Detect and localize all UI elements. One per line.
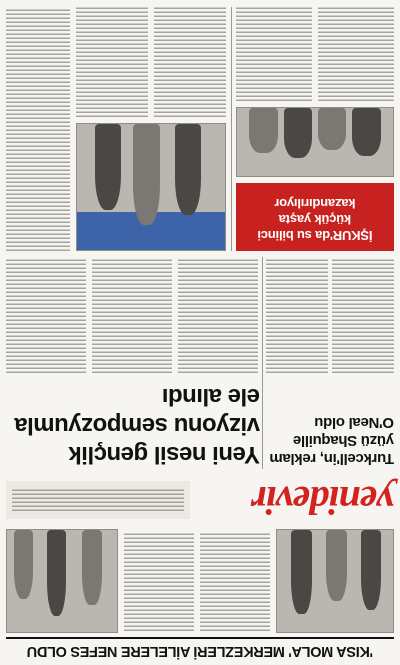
bottom-story-headline: İŞKUR'da su bilinci küçük yaşta kazandırılıyor: [257, 196, 373, 243]
top-story-photo-left: [276, 529, 394, 633]
column-rule-2: [231, 7, 232, 251]
top-story-body-col-1: [200, 531, 270, 631]
top-story-body-col-2: [124, 531, 194, 631]
side-story-body-col-1: [332, 259, 394, 373]
masthead-info-lines: [12, 489, 184, 511]
main-story-headline: Yeni nesil gençlik vizyonu sempozyumla ele alındı: [14, 383, 260, 468]
main-story-body-col-1: [178, 259, 258, 373]
top-rule: [6, 637, 394, 639]
main-story-photo: [76, 123, 226, 251]
masthead-info-strip: [6, 481, 190, 519]
main-story-body-col-4: [6, 7, 70, 251]
column-rule-1: [262, 257, 263, 469]
bottom-story-photo: [236, 107, 394, 177]
main-story-body-col-6: [76, 7, 148, 117]
main-story-body-col-3: [6, 259, 86, 373]
bottom-story-body-col-1: [318, 7, 394, 101]
main-story-body-col-5: [154, 7, 226, 117]
top-story-headline: 'KISA MOLA' MERKEZLERİ AİLELERE NEFES OLDU: [26, 643, 374, 659]
top-story-photo-right: [6, 529, 118, 633]
masthead-logo: yenidevir: [251, 478, 394, 523]
main-story-body-col-2: [92, 259, 172, 373]
side-story-headline: Turkcell'in, reklam yüzü Shaquille O'Neal oldu: [269, 414, 394, 467]
bottom-story-body-col-2: [236, 7, 312, 101]
side-story-body-col-2: [266, 259, 328, 373]
